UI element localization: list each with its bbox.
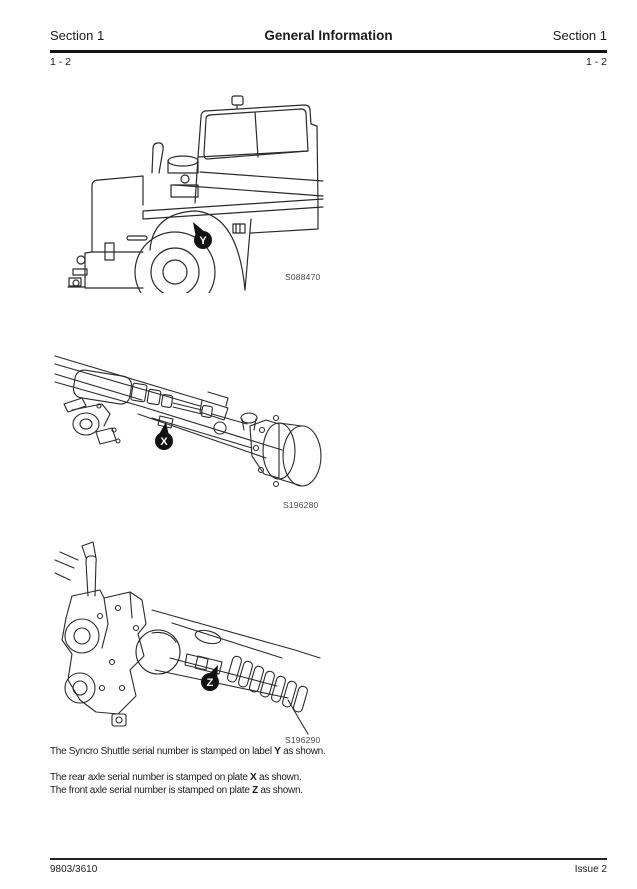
front-axle-illustration [52,538,322,748]
header [50,28,607,43]
gearbox-housing [62,590,146,726]
body-text [50,745,328,797]
paragraph-text: as shown. [257,785,303,796]
machine-illustration [55,93,325,293]
lever [82,542,96,596]
grille-detail [233,224,245,233]
plate-ref-x: X [250,772,257,783]
publication-number: 9803/3610 [50,864,98,875]
page-title: General Information [264,28,393,43]
svg-text:Y: Y [199,235,207,247]
svg-text:X: X [160,436,168,448]
paragraph-rear-axle [50,771,328,784]
paragraph-text: The rear axle serial number is stamped on plate [50,772,251,783]
axle-arm [152,610,320,698]
rear-axle-illustration [52,348,332,513]
paragraph-text: as shown. [256,772,302,783]
page-number-right: 1 - 2 [585,56,607,68]
serial-marker-y [193,222,212,249]
header-rule [50,50,607,53]
serial-marker-x [155,422,173,450]
figure-code: S088470 [285,272,321,282]
svg-text:Z: Z [206,677,214,689]
cutoff-lines [55,552,78,580]
header-section-right: Section 1 [552,28,607,43]
figure-code: S196290 [285,735,321,745]
figure-front-axle [52,538,322,748]
plate-ref-z: Z [252,785,258,796]
hub-drum [250,416,321,487]
page-number-row [50,56,607,69]
footer-rule [50,858,607,860]
paragraph-text: as shown. [280,746,326,757]
beacon [232,96,243,108]
label-ref-y: Y [274,746,281,757]
header-section-left: Section 1 [50,28,105,43]
axle-fins [227,655,309,712]
left-flange [64,398,120,444]
leader-line [288,700,308,734]
paragraph-text: The Syncro Shuttle serial number is stamped on label [50,746,275,757]
figure-machine-side-view [55,93,325,293]
exhaust-stack [152,143,163,173]
engine-hood [85,176,147,288]
cab-outline [195,105,318,205]
footer [50,864,607,876]
figure-rear-axle [52,348,332,513]
paragraph-front-axle [50,784,328,797]
deck [143,199,323,219]
issue-label: Issue 2 [574,864,607,875]
air-cleaner [168,156,198,197]
figure-code: S196280 [283,500,319,510]
front-hitch [68,256,87,287]
page-number-left: 1 - 2 [50,56,72,68]
paragraph-text: The front axle serial number is stamped on plate [50,785,253,796]
paragraph-syncro-shuttle [50,745,328,758]
